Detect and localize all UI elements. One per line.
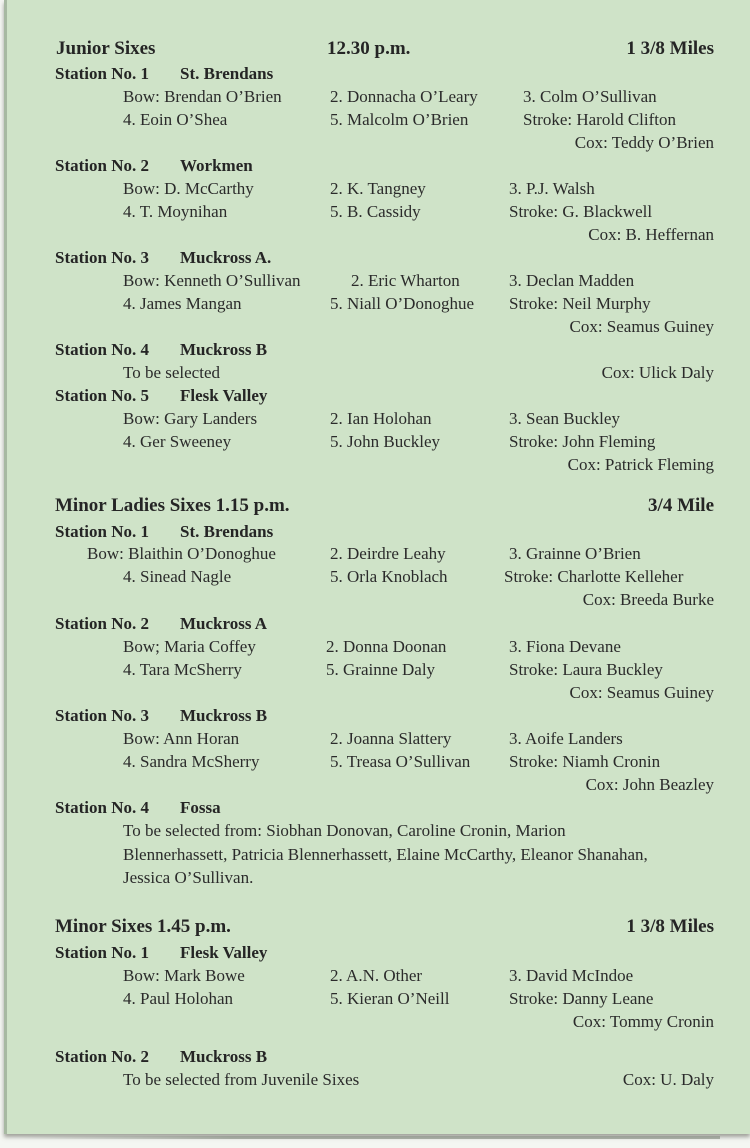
station-label: Station No. 3 xyxy=(55,706,149,725)
crew-bow: Bow: D. McCarthy xyxy=(123,179,254,198)
station-club: St. Brendans xyxy=(180,522,274,541)
crew-bow: Bow; Maria Coffey xyxy=(123,637,256,656)
crew-5: 5. Treasa O’Sullivan xyxy=(330,752,471,771)
crew-bow: Bow: Blaithin O’Donoghue xyxy=(87,544,276,563)
station-label: Station No. 4 xyxy=(55,340,149,359)
crew-note: To be selected from Juvenile Sixes xyxy=(123,1070,360,1089)
crew-4: 4. Paul Holohan xyxy=(123,989,234,1008)
station-label: Station No. 4 xyxy=(55,798,149,817)
station-club: Muckross B xyxy=(180,340,268,359)
crew-cox: Cox: Tommy Cronin xyxy=(572,1012,714,1031)
crew-3: 3. Colm O’Sullivan xyxy=(523,87,657,106)
crew-stroke: Stroke: Charlotte Kelleher xyxy=(504,567,684,586)
crew-stroke: Stroke: Danny Leane xyxy=(509,989,654,1008)
crew-note: To be selected xyxy=(123,363,220,382)
crew-2: 2. A.N. Other xyxy=(330,966,423,985)
crew-5: 5. Grainne Daly xyxy=(326,660,436,679)
crew-stroke: Stroke: Niamh Cronin xyxy=(509,752,661,771)
event-title: Minor Sixes 1.45 p.m. xyxy=(55,916,231,937)
crew-4: 4. James Mangan xyxy=(123,294,242,313)
event-distance: 1 3/8 Miles xyxy=(626,916,714,937)
crew-stroke: Stroke: Laura Buckley xyxy=(509,660,663,679)
event-title: Junior Sixes xyxy=(56,38,156,59)
crew-note-line: Blennerhassett, Patricia Blennerhassett, Elaine McCarthy, Eleanor Shanahan, xyxy=(123,845,648,864)
crew-cox: Cox: John Beazley xyxy=(585,775,714,794)
crew-3: 3. P.J. Walsh xyxy=(509,179,595,198)
crew-3: 3. Sean Buckley xyxy=(509,409,620,428)
event-time: 12.30 p.m. xyxy=(327,38,411,59)
station-club: Flesk Valley xyxy=(180,943,268,962)
station-club: Muckross A xyxy=(180,614,268,633)
crew-cox: Cox: U. Daly xyxy=(622,1070,714,1089)
station-club: Muckross B xyxy=(180,1047,268,1066)
crew-2: 2. Donnacha O’Leary xyxy=(330,87,478,106)
crew-4: 4. Sinead Nagle xyxy=(123,567,232,586)
crew-4: 4. Eoin O’Shea xyxy=(123,110,228,129)
crew-4: 4. Sandra McSherry xyxy=(123,752,260,771)
crew-cox: Cox: Teddy O’Brien xyxy=(574,133,714,152)
crew-2: 2. Eric Wharton xyxy=(351,271,460,290)
station-label: Station No. 2 xyxy=(55,614,149,633)
crew-3: 3. Fiona Devane xyxy=(509,637,621,656)
crew-5: 5. Malcolm O’Brien xyxy=(330,110,469,129)
crew-cox: Cox: Seamus Guiney xyxy=(569,683,714,702)
event-distance: 1 3/8 Miles xyxy=(626,38,714,59)
station-label: Station No. 3 xyxy=(55,248,149,267)
crew-stroke: Stroke: Harold Clifton xyxy=(523,110,676,129)
crew-stroke: Stroke: Neil Murphy xyxy=(509,294,651,313)
station-club: Workmen xyxy=(180,156,253,175)
crew-4: 4. T. Moynihan xyxy=(123,202,228,221)
crew-5: 5. Kieran O’Neill xyxy=(330,989,450,1008)
crew-2: 2. Joanna Slattery xyxy=(330,729,452,748)
station-label: Station No. 1 xyxy=(55,943,149,962)
station-label: Station No. 1 xyxy=(55,64,149,83)
event-distance: 3/4 Mile xyxy=(648,495,714,516)
crew-5: 5. Orla Knoblach xyxy=(330,567,448,586)
crew-3: 3. Declan Madden xyxy=(509,271,635,290)
crew-2: 2. Ian Holohan xyxy=(330,409,432,428)
crew-5: 5. John Buckley xyxy=(330,432,441,451)
crew-5: 5. B. Cassidy xyxy=(330,202,421,221)
station-club: Flesk Valley xyxy=(180,386,268,405)
crew-4: 4. Ger Sweeney xyxy=(123,432,232,451)
crew-bow: Bow: Mark Bowe xyxy=(123,966,245,985)
crew-2: 2. K. Tangney xyxy=(330,179,426,198)
crew-stroke: Stroke: John Fleming xyxy=(509,432,656,451)
crew-cox: Cox: Patrick Fleming xyxy=(567,455,714,474)
crew-3: 3. Grainne O’Brien xyxy=(509,544,641,563)
station-club: Muckross B xyxy=(180,706,268,725)
crew-bow: Bow: Ann Horan xyxy=(123,729,240,748)
crew-stroke: Stroke: G. Blackwell xyxy=(509,202,653,221)
station-label: Station No. 1 xyxy=(55,522,149,541)
event-title: Minor Ladies Sixes 1.15 p.m. xyxy=(55,495,290,516)
station-label: Station No. 2 xyxy=(55,156,149,175)
crew-cox: Cox: B. Heffernan xyxy=(588,225,714,244)
crew-2: 2. Donna Doonan xyxy=(326,637,447,656)
crew-bow: Bow: Kenneth O’Sullivan xyxy=(123,271,301,290)
station-club: St. Brendans xyxy=(180,64,274,83)
crew-bow: Bow: Gary Landers xyxy=(123,409,258,428)
crew-cox: Cox: Seamus Guiney xyxy=(569,317,714,336)
station-club: Muckross A. xyxy=(180,248,272,267)
station-club: Fossa xyxy=(180,798,221,817)
crew-note-line: Jessica O’Sullivan. xyxy=(123,868,254,887)
station-label: Station No. 5 xyxy=(55,386,149,405)
crew-note-line: To be selected from: Siobhan Donovan, Caroline Cronin, Marion xyxy=(123,821,566,840)
crew-cox: Cox: Breeda Burke xyxy=(582,590,714,609)
crew-bow: Bow: Brendan O’Brien xyxy=(123,87,282,106)
crew-4: 4. Tara McSherry xyxy=(123,660,242,679)
crew-3: 3. Aoife Landers xyxy=(509,729,623,748)
crew-3: 3. David McIndoe xyxy=(509,966,634,985)
crew-5: 5. Niall O’Donoghue xyxy=(330,294,475,313)
crew-2: 2. Deirdre Leahy xyxy=(330,544,446,563)
station-label: Station No. 2 xyxy=(55,1047,149,1066)
crew-cox: Cox: Ulick Daly xyxy=(601,363,714,382)
